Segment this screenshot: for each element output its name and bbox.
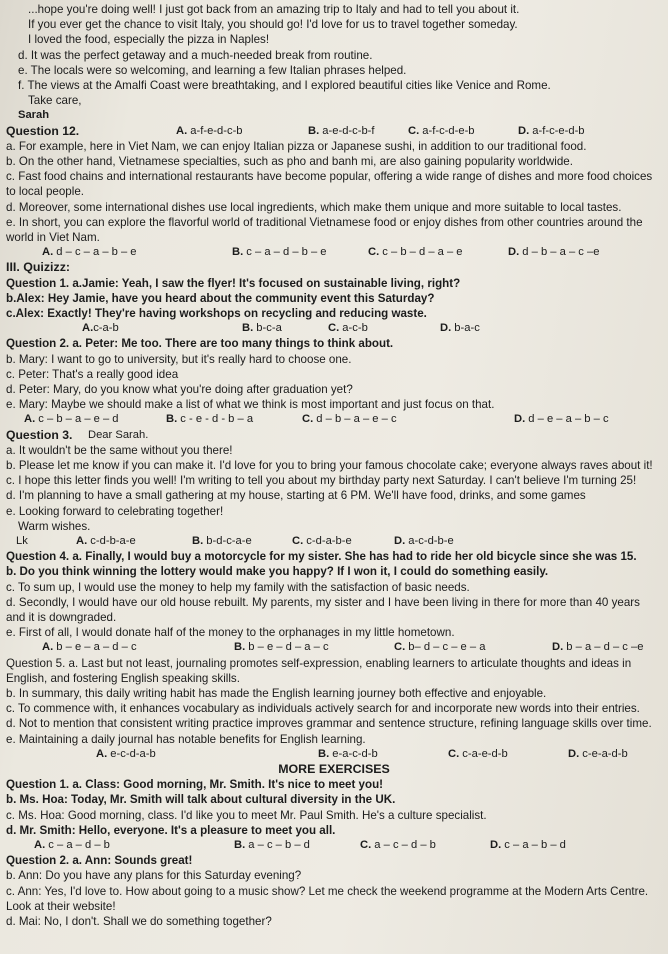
dialogue-line: e. Mary: Maybe we should make a list of what we think is most important and just focus on that. [6,398,495,412]
sentence-line: e. Looking forward to celebrating together! [6,504,224,518]
sentence-line: a. For example, here in Viet Nam, we can enjoy Italian pizza or Japanese sushi, in addition to our traditional food. [6,139,587,153]
option-letter: D. [394,535,406,548]
sentence-line: c. Fast food chains and international restaurants have become popular, offering a wide range of dishes and more food choices to local people. [6,170,653,199]
option-text: c - e - d - b – a [180,413,254,426]
option-letter: B. [242,322,254,335]
sentence-line: a. It wouldn't be the same without you there! [6,443,233,457]
option-text: b-d-c-a-e [206,535,252,548]
option-text: c – a – d – b – e [246,246,327,259]
sentence-line: b. Do you think winning the lottery would make you happy? If I won it, I could do something easily. [6,565,549,579]
dialogue-line: b. Ms. Hoa: Today, Mr. Smith will talk about cultural diversity in the UK. [6,793,396,807]
option-text: d – c – a – b – e [56,246,137,259]
option-text: c-a-b [93,322,119,335]
option-letter: D. [518,124,530,137]
option-letter: D. [514,413,526,426]
dialogue-line: b. Mary: I want to go to university, but it's really hard to choose one. [6,352,352,366]
letter-line: ...hope you're doing well! I just got back from an amazing trip to Italy and had to tell you about it. [28,3,520,16]
sentence-line: Question 4. a. Finally, I would buy a motorcycle for my sister. She has had to ride her old bicycle since she was 15. [6,550,637,564]
letter-closing: Warm wishes. [18,519,91,533]
option-text: a – c – b – d [248,839,310,852]
option-text: b – e – d – a – c [248,641,329,654]
worksheet-column [6,2,662,929]
letter-greeting: Dear Sarah. [88,428,149,441]
option-text: e-a-c-d-b [332,747,378,760]
dialogue-line: c. Ms. Hoa: Good morning, class. I'd like you to meet Mr. Paul Smith. He's a culture specialist. [6,808,487,822]
option-letter: C. [360,839,372,852]
sentence-line: c. To sum up, I would use the money to help my family with the satisfaction of basic needs. [6,580,470,594]
dialogue-line: d. Peter: Mary, do you know what you're doing after graduation yet? [6,383,353,397]
sentence-line: c. I hope this letter finds you well! I'm writing to tell you about my birthday party next Saturday. I can't believe I'm turning 25! [6,474,637,488]
dialogue-line: Question 2. a. Ann: Sounds great! [6,854,193,868]
qz5-options [6,747,662,762]
option-letter: B. [318,747,330,760]
option-letter: C. [302,413,314,426]
option-letter: C. [292,535,304,548]
sentence-line: d. I'm planning to have a small gathering at my house, starting at 6 PM. We'll have food, drinks, and some games [6,489,586,503]
dialogue-line: b. Ann: Do you have any plans for this Saturday evening? [6,869,302,883]
option-letter: D. [490,839,502,852]
option-text: a-f-c-d-e-b [422,124,475,137]
option-letter: D. [568,747,580,760]
option-text: c-a-e-d-b [462,747,508,760]
dialogue-line: Question 1. a.Jamie: Yeah, I saw the flyer! It's focused on sustainable living, right? [6,276,461,290]
option-letter: A. [82,322,94,335]
option-letter: C. [394,641,406,654]
sentence-line: d. Moreover, some international dishes use local ingredients, which make them unique and more suitable to local tastes. [6,200,622,214]
dialogue-line: b.Alex: Hey Jamie, have you heard about the community event this Saturday? [6,291,435,305]
option-text: a-e-d-c-b-f [322,124,375,137]
sentence-line: d. Secondly, I would have our old house rebuilt. My parents, my sister and I have been living in there for more than 40 years and it is downgraded. [6,595,640,625]
letter-line: e. The locals were so welcoming, and learning a few Italian phrases helped. [18,63,407,77]
dialogue-line: c.Alex: Exactly! They're having workshops on recycling and reducing waste. [6,307,427,321]
option-text: c-d-a-b-e [306,535,352,548]
dialogue-line: Question 1. a. Class: Good morning, Mr. Smith. It's nice to meet you! [6,778,384,792]
option-letter: C. [448,747,460,760]
option-letter: A. [34,839,46,852]
option-letter: D. [508,246,520,259]
letter-signature: Lk [16,535,28,548]
option-text: a-f-c-e-d-b [532,124,585,137]
option-text: a-c-b [342,322,368,335]
option-letter: B. [232,246,244,259]
qz3-options [6,534,662,549]
dialogue-line: d. Mr. Smith: Hello, everyone. It's a pleasure to meet you all. [6,823,336,837]
option-text: a-c-d-b-e [408,535,454,548]
option-text: c – b – d – a – e [382,246,463,259]
option-text: a-f-e-d-c-b [190,124,243,137]
q12-options [6,124,662,139]
q12-answers [6,245,662,260]
mq1-options [6,838,662,853]
sentence-line: c. To commence with, it enhances vocabulary as individuals actively search for and incorporate new words into their entries. [6,702,640,716]
letter-line: I loved the food, especially the pizza in Naples! [28,33,270,47]
q12-header [6,108,662,123]
question-title: Question 12. [6,123,80,138]
option-text: e-c-d-a-b [110,747,156,760]
letter-signature: Sarah [18,109,50,122]
option-letter: C. [368,246,380,259]
dialogue-line: c. Ann: Yes, I'd love to. How about going to a music show? Let me check the weekend programme at the Modern Arts Centre. Look at their website! [6,884,649,913]
sentence-line: b. In summary, this daily writing habit has made the English learning journey both effective and enjoyable. [6,687,547,701]
option-letter: B. [166,413,178,426]
option-letter: C. [328,322,340,335]
option-letter: A. [24,413,36,426]
qz4-options [6,640,662,655]
letter-closing: Take care, [28,94,82,108]
letter-line: If you ever get the chance to visit Italy, you should go! I'd love for us to travel together someday. [28,18,518,32]
section-heading: III. Quizizz: [6,260,71,275]
sentence-line: b. Please let me know if you can make it. I'd love for you to bring your famous chocolate cake; everyone always raves about it! [6,459,653,472]
qz2-options [6,412,662,427]
dialogue-line: c. Peter: That's a really good idea [6,367,179,381]
option-letter: B. [192,535,204,548]
qz3-header [6,428,662,443]
option-text: c-d-b-a-e [90,535,136,548]
more-exercises-heading: MORE EXERCISES [278,762,390,777]
option-text: c-e-a-d-b [582,747,628,760]
option-text: b– d – c – e – a [408,641,486,654]
sentence-line: e. Maintaining a daily journal has notable benefits for English learning. [6,732,366,746]
option-letter: B. [308,124,320,137]
sentence-line: b. On the other hand, Vietnamese specialties, such as pho and banh mi, are also gaining popularity worldwide. [6,155,573,168]
option-letter: A. [76,535,88,548]
option-letter: B. [234,641,246,654]
option-letter: B. [234,839,246,852]
option-letter: A. [176,124,188,137]
option-text: c – a – d – b [48,839,110,852]
option-text: c – b – a – e – d [38,413,119,426]
letter-line: d. It was the perfect getaway and a much-needed break from routine. [18,48,373,62]
qz1-options [6,321,662,336]
option-letter: D. [552,641,564,654]
dialogue-line: Question 2. a. Peter: Me too. There are too many things to think about. [6,337,394,351]
option-letter: C. [408,124,420,137]
option-letter: A. [96,747,108,760]
option-text: b – a – d – c –e [566,641,644,654]
option-text: b-a-c [454,322,480,335]
sentence-line: e. First of all, I would donate half of the money to the orphanages in my little hometown. [6,626,455,640]
sentence-line: Question 5. a. Last but not least, journaling promotes self-expression, enabling learners to articulate thoughts and ideas in English, and fostering English speaking skills. [6,656,632,685]
option-text: b-c-a [256,322,282,335]
option-letter: A. [42,246,54,259]
dialogue-line: d. Mai: No, I don't. Shall we do something together? [6,915,272,929]
question-title: Question 3. [6,427,73,442]
option-text: b – e – a – d – c [56,641,137,654]
option-text: d – e – a – b – c [528,413,609,426]
option-text: d – b – a – c –e [522,246,600,259]
sentence-line: e. In short, you can explore the flavorful world of traditional Vietnamese food or enjoy dishes from other countries around the world in Viet Nam. [6,215,643,245]
option-letter: A. [42,641,54,654]
letter-line: f. The views at the Amalfi Coast were breathtaking, and I explored beautiful cities like Venice and Rome. [18,79,551,93]
option-letter: D. [440,322,452,335]
option-text: c – a – b – d [504,839,566,852]
option-text: d – b – a – e – c [316,413,397,426]
sentence-line: d. Not to mention that consistent writing practice improves grammar and sentence structure, refining language skills over time. [6,717,652,731]
option-text: a – c – d – b [374,839,436,852]
